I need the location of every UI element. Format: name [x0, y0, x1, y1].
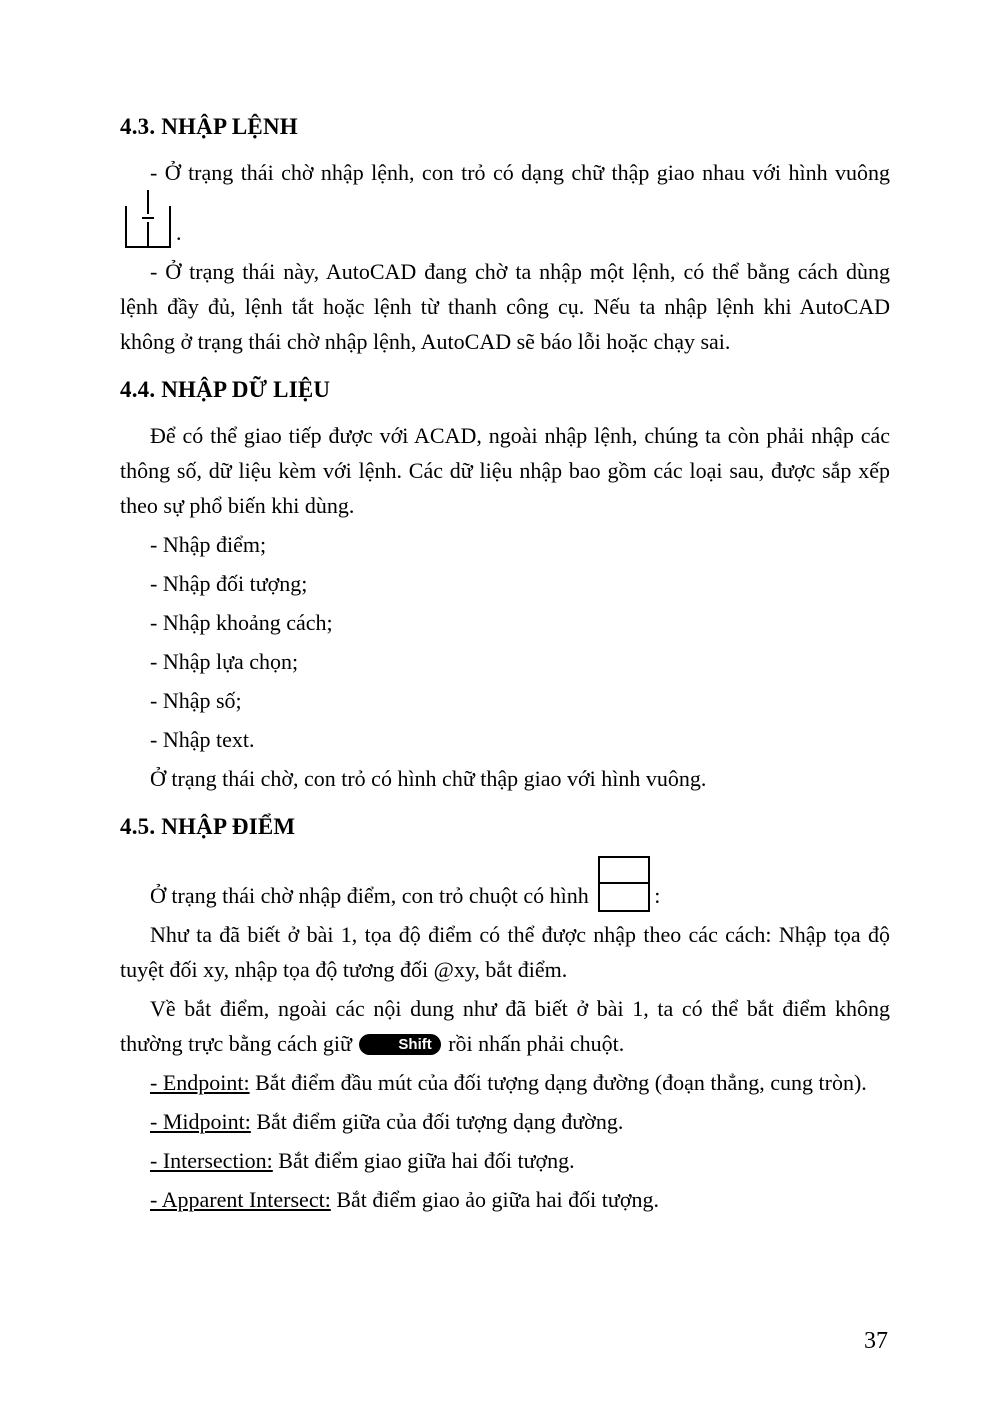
section-4-5-heading: 4.5. NHẬP ĐIỂM [120, 814, 296, 839]
para-coordinate-entry: Như ta đã biết ở bài 1, tọa độ điểm có thể được nhập theo các cách: Nhập tọa độ tuyệt đối xy, nhập tọa độ tương đối @xy, bắt điểm. [120, 922, 890, 982]
para-text: rồi nhấn phải chuột. [448, 1031, 625, 1056]
snap-item-apparent-intersect [120, 1182, 890, 1217]
snap-desc: Bắt điểm giao giữa hai đối tượng. [278, 1148, 575, 1173]
list-item-distance: - Nhập khoảng cách; [150, 610, 333, 635]
snap-item-intersection [120, 1143, 890, 1178]
para-data-outro: Ở trạng thái chờ, con trỏ có hình chữ thập giao với hình vuông. [150, 766, 707, 791]
para-text: Về bắt điểm, ngoài các nội dung như đã biết ở bài 1, ta có thể bắt điểm không thường trực bằng cách giữ [120, 996, 890, 1056]
list-item-number: - Nhập số; [150, 688, 242, 713]
page-number: 37 [864, 1328, 888, 1354]
document-page [120, 112, 890, 1221]
para-osnap-shift [120, 991, 890, 1061]
para-text: . [176, 220, 182, 245]
para-text: : [654, 883, 661, 908]
snap-item-midpoint [120, 1104, 890, 1139]
snap-term: - Apparent Intersect: [150, 1187, 331, 1212]
snap-term: - Endpoint: [150, 1070, 250, 1095]
crosshair-pickbox-icon [123, 190, 173, 250]
para-text: - Ở trạng thái chờ nhập lệnh, con trỏ có dạng chữ thập giao nhau với hình vuông [150, 160, 890, 185]
section-4-3-heading: 4.3. NHẬP LỆNH [120, 114, 298, 139]
para-point-cursor [120, 855, 890, 913]
snap-term: - Midpoint: [150, 1109, 251, 1134]
pickbox-aperture-icon [597, 855, 651, 913]
snap-desc: Bắt điểm giao ảo giữa hai đối tượng. [336, 1187, 659, 1212]
para-command-cursor [120, 155, 890, 250]
para-data-intro: Để có thể giao tiếp được với ACAD, ngoài nhập lệnh, chúng ta còn phải nhập các thông số, dữ liệu kèm với lệnh. Các dữ liệu nhập bao gồm các loại sau, được sắp xếp theo sự phổ biến khi dùng. [120, 423, 890, 518]
list-item-text: - Nhập text. [150, 727, 255, 752]
section-4-4-heading: 4.4. NHẬP DỮ LIỆU [120, 377, 331, 402]
snap-desc: Bắt điểm giữa của đối tượng dạng đường. [256, 1109, 624, 1134]
list-item-point: - Nhập điểm; [150, 532, 267, 557]
shift-key-icon: Shift [359, 1034, 440, 1055]
para-command-waiting: - Ở trạng thái này, AutoCAD đang chờ ta nhập một lệnh, có thể bằng cách dùng lệnh đầy đủ, lệnh tắt hoặc lệnh từ thanh công cụ. Nếu ta nhập lệnh khi AutoCAD không ở trạng thái chờ nhập lệnh, AutoCAD sẽ báo lỗi hoặc chạy sai. [120, 259, 890, 354]
list-item-object: - Nhập đối tượng; [150, 571, 308, 596]
snap-term: - Intersection: [150, 1148, 273, 1173]
snap-desc: Bắt điểm đầu mút của đối tượng dạng đường (đoạn thẳng, cung tròn). [255, 1070, 867, 1095]
para-text: Ở trạng thái chờ nhập điểm, con trỏ chuột có hình [150, 883, 589, 908]
snap-item-endpoint [120, 1065, 890, 1100]
list-item-option: - Nhập lựa chọn; [150, 649, 299, 674]
